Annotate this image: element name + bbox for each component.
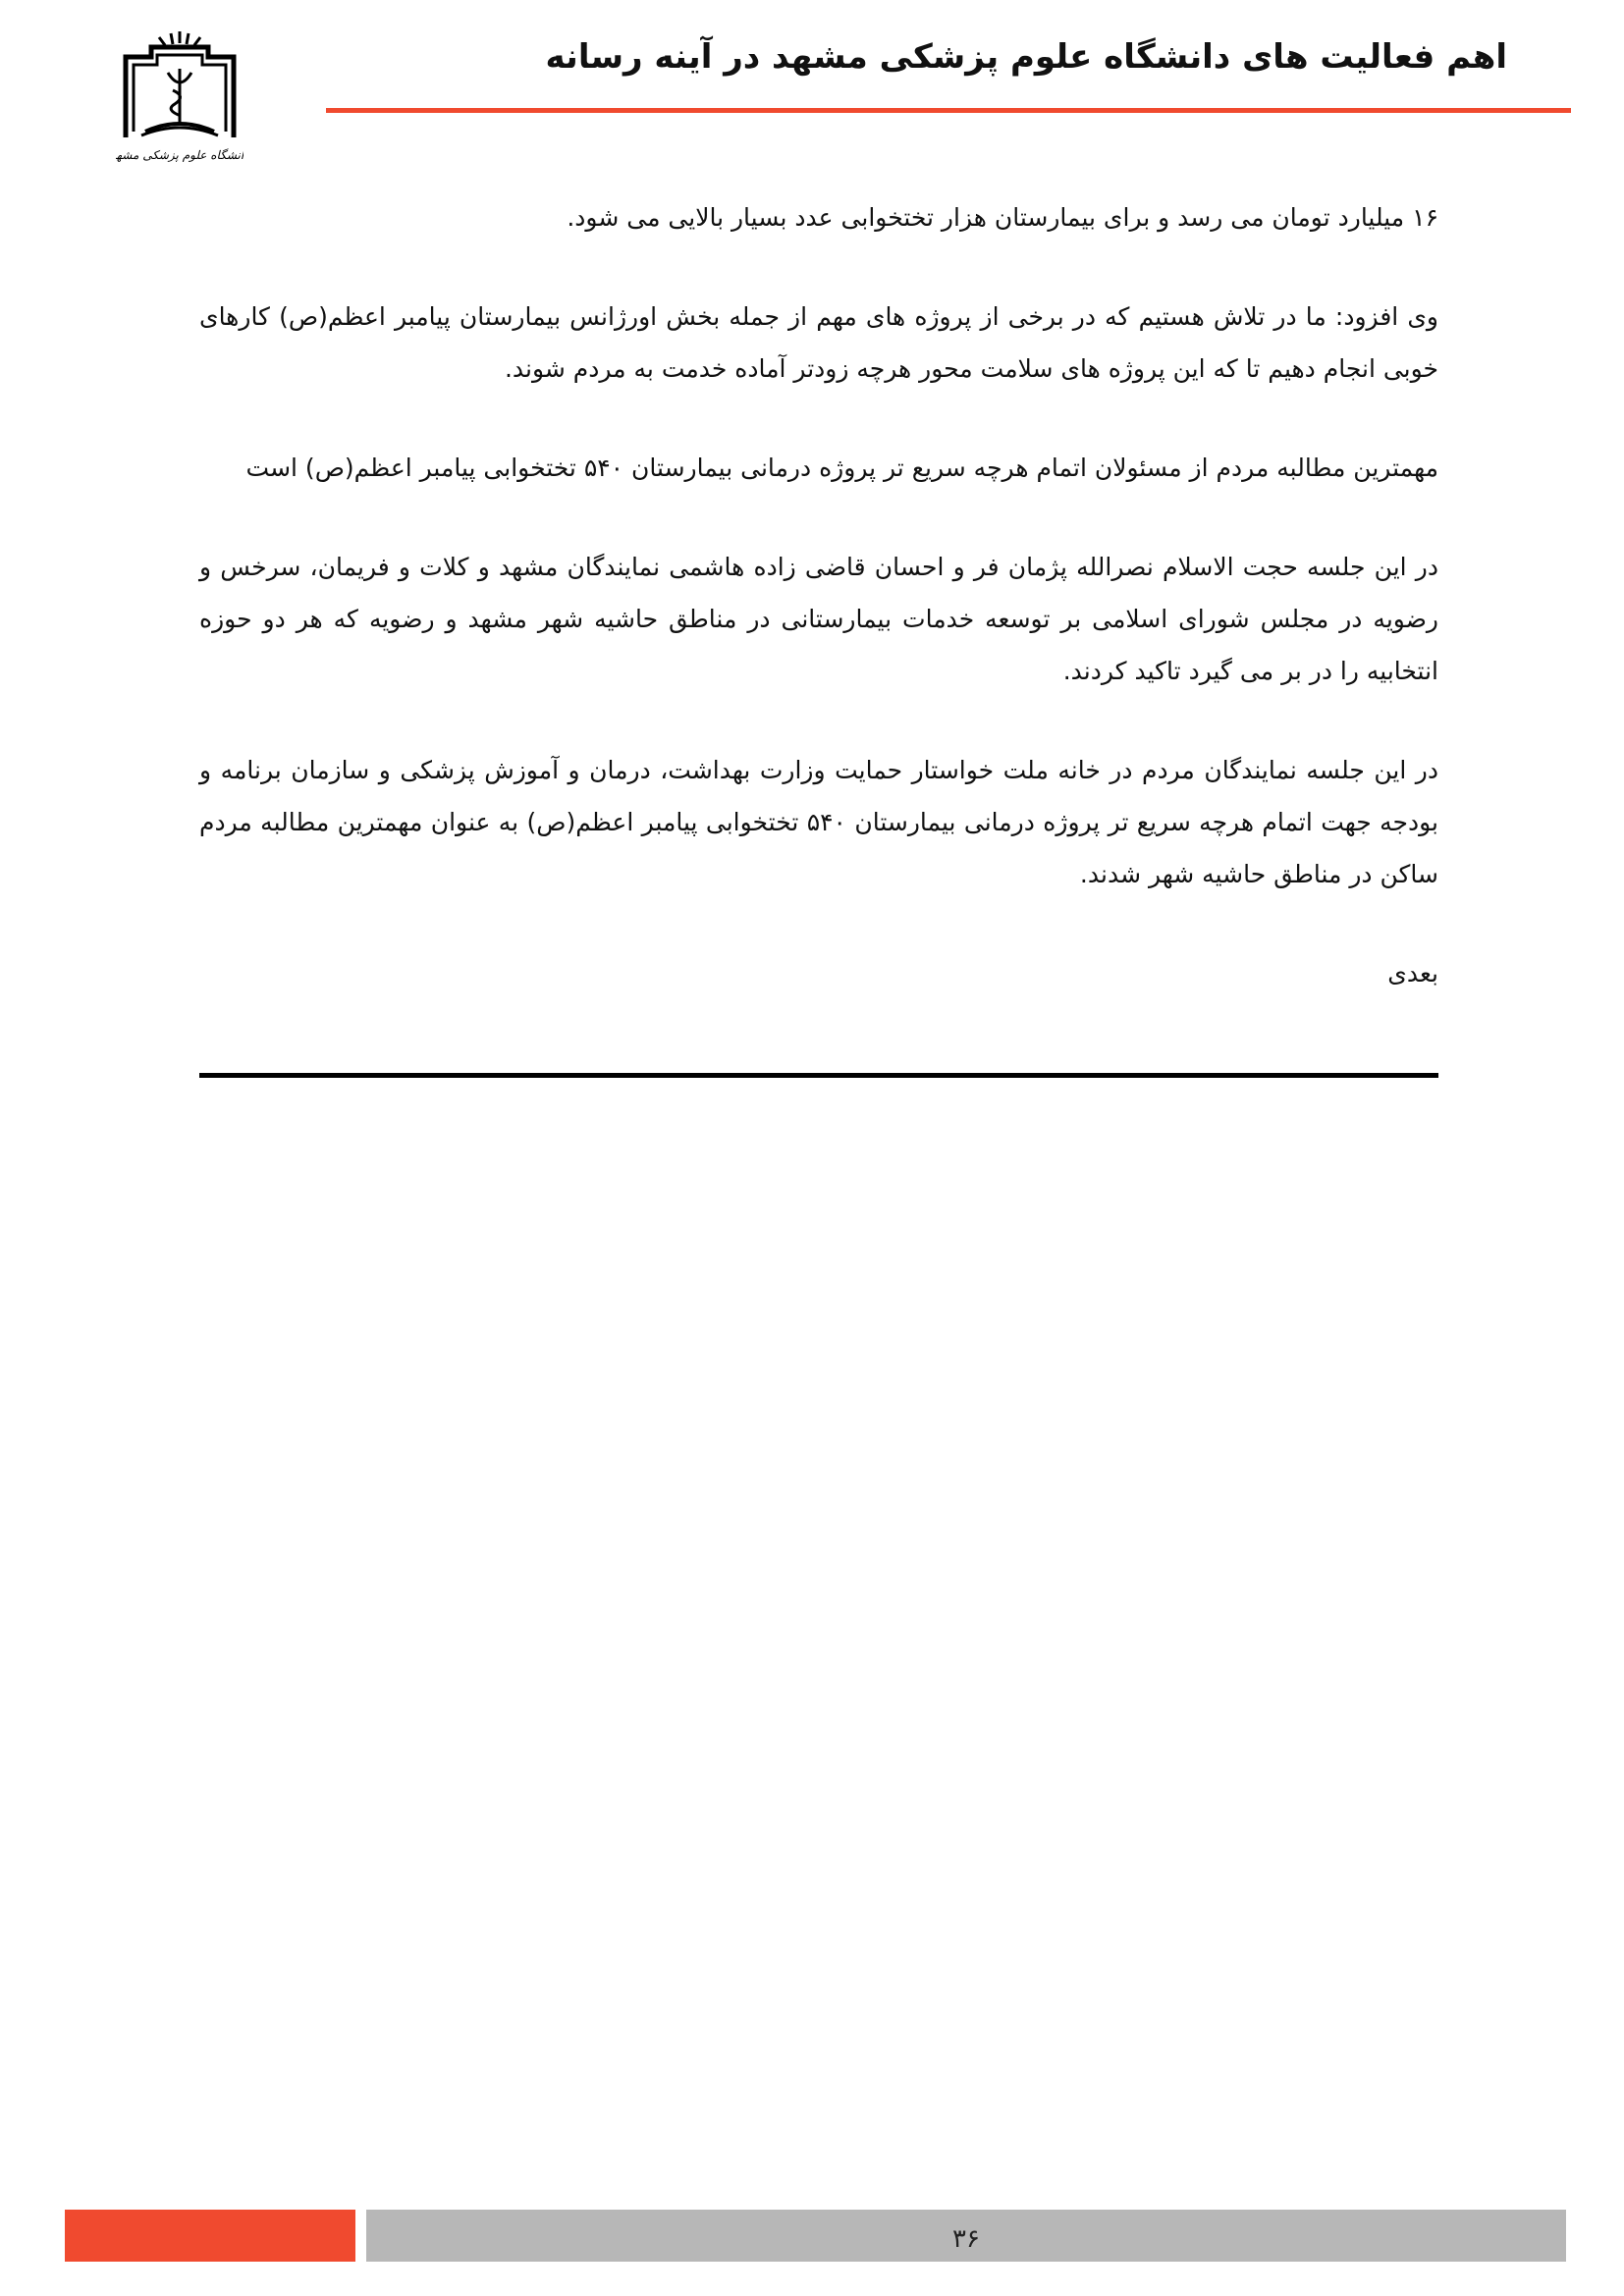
- logo-text: دانشگاه علوم پزشکی مشهد: [116, 148, 244, 162]
- next-label: بعدی: [1387, 959, 1438, 988]
- article-body: [199, 191, 1438, 1046]
- paragraph-1: ۱۶ میلیارد تومان می رسد و برای بیمارستان هزار تختخوابی عدد بسیار بالایی می شود.: [567, 203, 1438, 232]
- paragraph-5: در این جلسه نمایندگان مردم در خانه ملت خواستار حمایت وزارت بهداشت، درمان و آموزش پزشکی و سازمان برنامه و بودجه جهت اتمام هرچه سریع تر پروژه درمانی بیمارستان ۵۴۰ تختخوابی پیامبر اعظم(ص) به عنوان مهمترین مطالبه مردم ساکن در مناطق حاشیه شهر شدند.: [199, 756, 1438, 888]
- paragraph-2: وی افزود: ما در تلاش هستیم که در برخی از پروژه های مهم از جمله بخش اورژانس بیمارستان پیامبر اعظم(ص) کارهای خوبی انجام دهیم تا که این پروژه های سلامت محور هرچه زودتر آماده خدمت به مردم شوند.: [199, 302, 1438, 383]
- paragraph-3: مهمترین مطالبه مردم از مسئولان اتمام هرچه سریع تر پروژه درمانی بیمارستان ۵۴۰ تختخوابی پیامبر اعظم(ص) است: [245, 454, 1438, 482]
- paragraph-4: در این جلسه حجت الاسلام نصرالله پژمان فر و احسان قاضی زاده هاشمی نمایندگان مشهد و کلات و فریمان، سرخس و رضویه در مجلس شورای اسلامی بر توسعه خدمات بیمارستانی در مناطق حاشیه شهر مشهد و رضویه که هر دو حوزه انتخابیه را در بر می گیرد تاکید کردند.: [199, 553, 1438, 685]
- header-rule: [326, 108, 1571, 113]
- footer-accent-bar: [65, 2210, 355, 2262]
- section-end-rule: [199, 1073, 1438, 1078]
- page-title: اهم فعالیت های دانشگاه علوم پزشکی مشهد در آینه رسانه: [545, 37, 1507, 77]
- page-number: ۳۶: [952, 2224, 980, 2254]
- university-emblem-icon: [116, 29, 244, 165]
